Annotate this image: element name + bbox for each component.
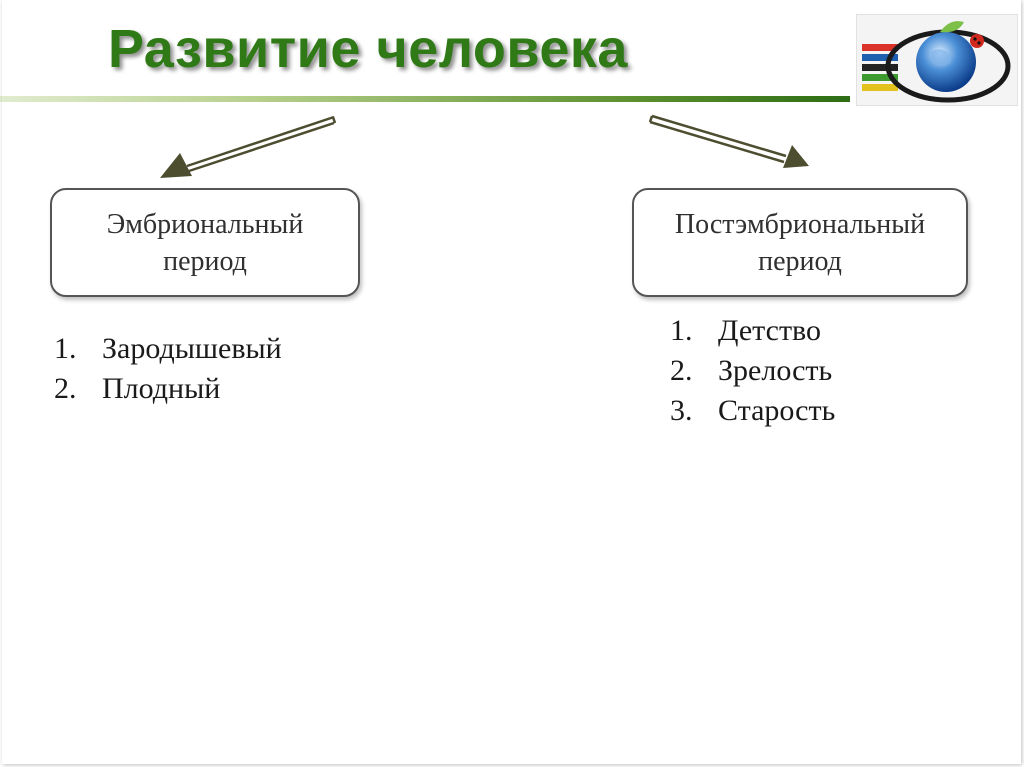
embryonic-period-box — [50, 188, 360, 297]
postembryonic-period-box — [632, 188, 968, 297]
list-item — [670, 391, 835, 431]
list-item-text: Детство — [718, 314, 822, 347]
list-item — [670, 351, 835, 391]
list-item-number: 2. — [670, 354, 693, 387]
list-item-text: Зародышевый — [102, 332, 282, 365]
page-title: Развитие человека — [108, 19, 628, 79]
arrow-left — [187, 117, 335, 171]
list-item-number: 3. — [670, 394, 693, 427]
arrow-right-head — [783, 145, 809, 168]
list-item-text: Зрелость — [718, 354, 833, 387]
list-item-text: Старость — [718, 394, 836, 427]
embryonic-stages-list — [54, 329, 282, 409]
arrow-right — [650, 116, 786, 162]
list-item — [54, 329, 282, 369]
list-item-number: 1. — [670, 314, 693, 347]
list-item — [54, 369, 282, 409]
list-item-number: 2. — [54, 372, 77, 405]
list-item-number: 1. — [54, 332, 77, 365]
postembryonic-box-line2: период — [758, 245, 842, 277]
list-item — [670, 311, 835, 351]
list-item-text: Плодный — [102, 372, 221, 405]
embryonic-box-line1: Эмбриональный — [106, 208, 304, 240]
postembryonic-stages-list — [670, 311, 835, 431]
embryonic-box-line2: период — [163, 245, 247, 277]
postembryonic-box-line1: Постэмбриональный — [674, 208, 926, 240]
